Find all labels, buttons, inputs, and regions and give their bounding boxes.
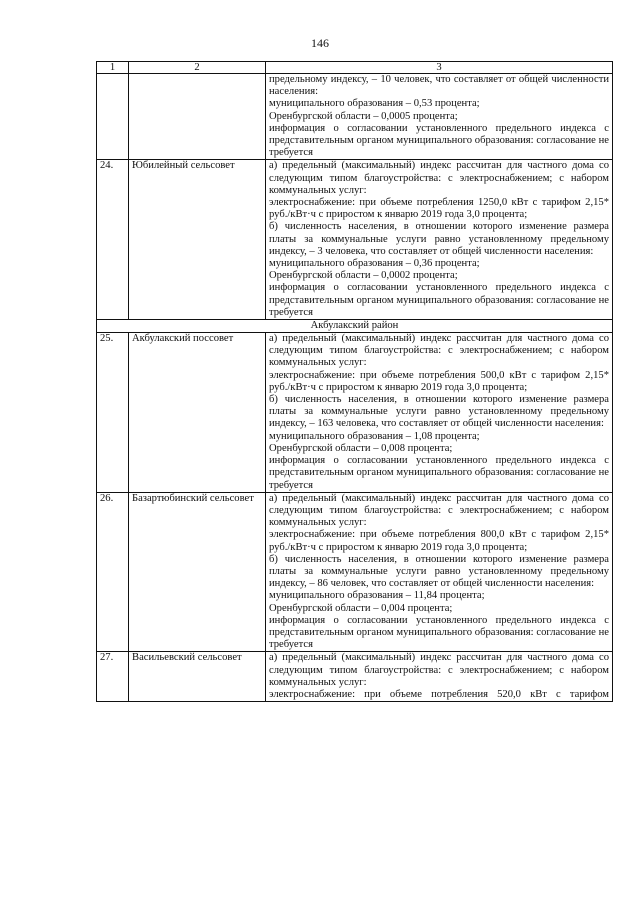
desc-line: Оренбургской области – 0,004 процента; [269,602,453,614]
column-header-2: 2 [129,62,266,74]
desc-line: предельному индексу, – 10 человек, что составляет от общей численности населения: [269,74,609,98]
index-table [96,61,613,702]
municipality-name [129,74,266,160]
table-row [97,160,613,320]
desc-line: Оренбургской области – 0,008 процента; [269,442,453,454]
row-number [97,74,129,160]
desc-line: Оренбургской области – 0,0005 процента; [269,110,458,122]
desc-line: электроснабжение: при объеме потребления 1250,0 кВт с тарифом 2,15* руб./кВт·ч с приростом к январю 2019 года 3,0 процента; [269,197,609,221]
district-heading: Акбулакский район [97,320,613,333]
desc-line: электроснабжение: при объеме потребления 520,0 кВт с тарифом [269,688,609,700]
desc-line: а) предельный (максимальный) индекс рассчитан для частного дома со следующим типом благоустройства: с электроснабжением; с набором коммунальных услуг: [269,333,609,369]
desc-line: информация о согласовании установленного предельного индекса с представительным органом муниципального образования: согласование не требуется [269,614,609,651]
desc-line: информация о согласовании установленного предельного индекса с представительным органом муниципального образования: согласование не требуется [269,122,609,159]
desc-line: а) предельный (максимальный) индекс рассчитан для частного дома со следующим типом благоустройства: с электроснабжением; с набором коммунальных услуг: [269,492,609,529]
desc-line: информация о согласовании установленного предельного индекса с представительным органом муниципального образования: согласование не требуется [269,282,609,318]
row-description [266,74,613,160]
table-row [97,492,613,652]
desc-line: муниципального образования – 1,08 процента; [269,430,480,442]
municipality-name: Васильевский сельсовет [129,652,266,702]
desc-line: а) предельный (максимальный) индекс рассчитан для частного дома со следующим типом благоустройства: с электроснабжением; с набором коммунальных услуг: [269,652,609,688]
desc-line: информация о согласовании установленного предельного индекса с представительным органом муниципального образования: согласование не требуется [269,455,609,491]
district-heading-row [97,320,613,333]
column-header-1: 1 [97,62,129,74]
table-row [97,333,613,493]
desc-line: электроснабжение: при объеме потребления 800,0 кВт с тарифом 2,15* руб./кВт·ч с приростом к январю 2019 года 3,0 процента; [269,529,609,553]
row-description [266,492,613,652]
desc-line: муниципального образования – 0,36 процента; [269,258,480,270]
row-description [266,333,613,493]
desc-line: муниципального образования – 11,84 процента; [269,590,485,602]
desc-line: муниципального образования – 0,53 процента; [269,98,480,110]
desc-line: б) численность населения, в отношении которого изменение размера платы за коммунальные услуги равно установленному предельному индексу, – 163 человека, что составляет от общей численности населения: [269,394,609,430]
row-number: 24. [97,160,129,320]
desc-line: а) предельный (максимальный) индекс рассчитан для частного дома со следующим типом благоустройства: с электроснабжением; с набором коммунальных услуг: [269,160,609,196]
row-number: 26. [97,492,129,652]
column-header-3: 3 [266,62,613,74]
page-number: 146 [311,36,329,50]
continued-row [97,74,613,160]
table-row [97,652,613,702]
desc-line: Оренбургской области – 0,0002 процента; [269,270,458,282]
row-description [266,652,613,702]
municipality-name: Юбилейный сельсовет [129,160,266,320]
municipality-name: Базартюбинский сельсовет [129,492,266,652]
desc-line: электроснабжение: при объеме потребления 500,0 кВт с тарифом 2,15* руб./кВт·ч с приростом к январю 2019 года 3,0 процента; [269,369,609,393]
row-description [266,160,613,320]
column-header-row [97,62,613,74]
municipality-name: Акбулакский поссовет [129,333,266,493]
desc-line: б) численность населения, в отношении которого изменение размера платы за коммунальные услуги равно установленному предельному индексу, – 3 человека, что составляет от общей численности населения: [269,221,609,257]
row-number: 25. [97,333,129,493]
row-number: 27. [97,652,129,702]
desc-line: б) численность населения, в отношении которого изменение размера платы за коммунальные услуги равно установленному предельному индексу, – 86 человек, что составляет от общей численности населения: [269,553,609,590]
